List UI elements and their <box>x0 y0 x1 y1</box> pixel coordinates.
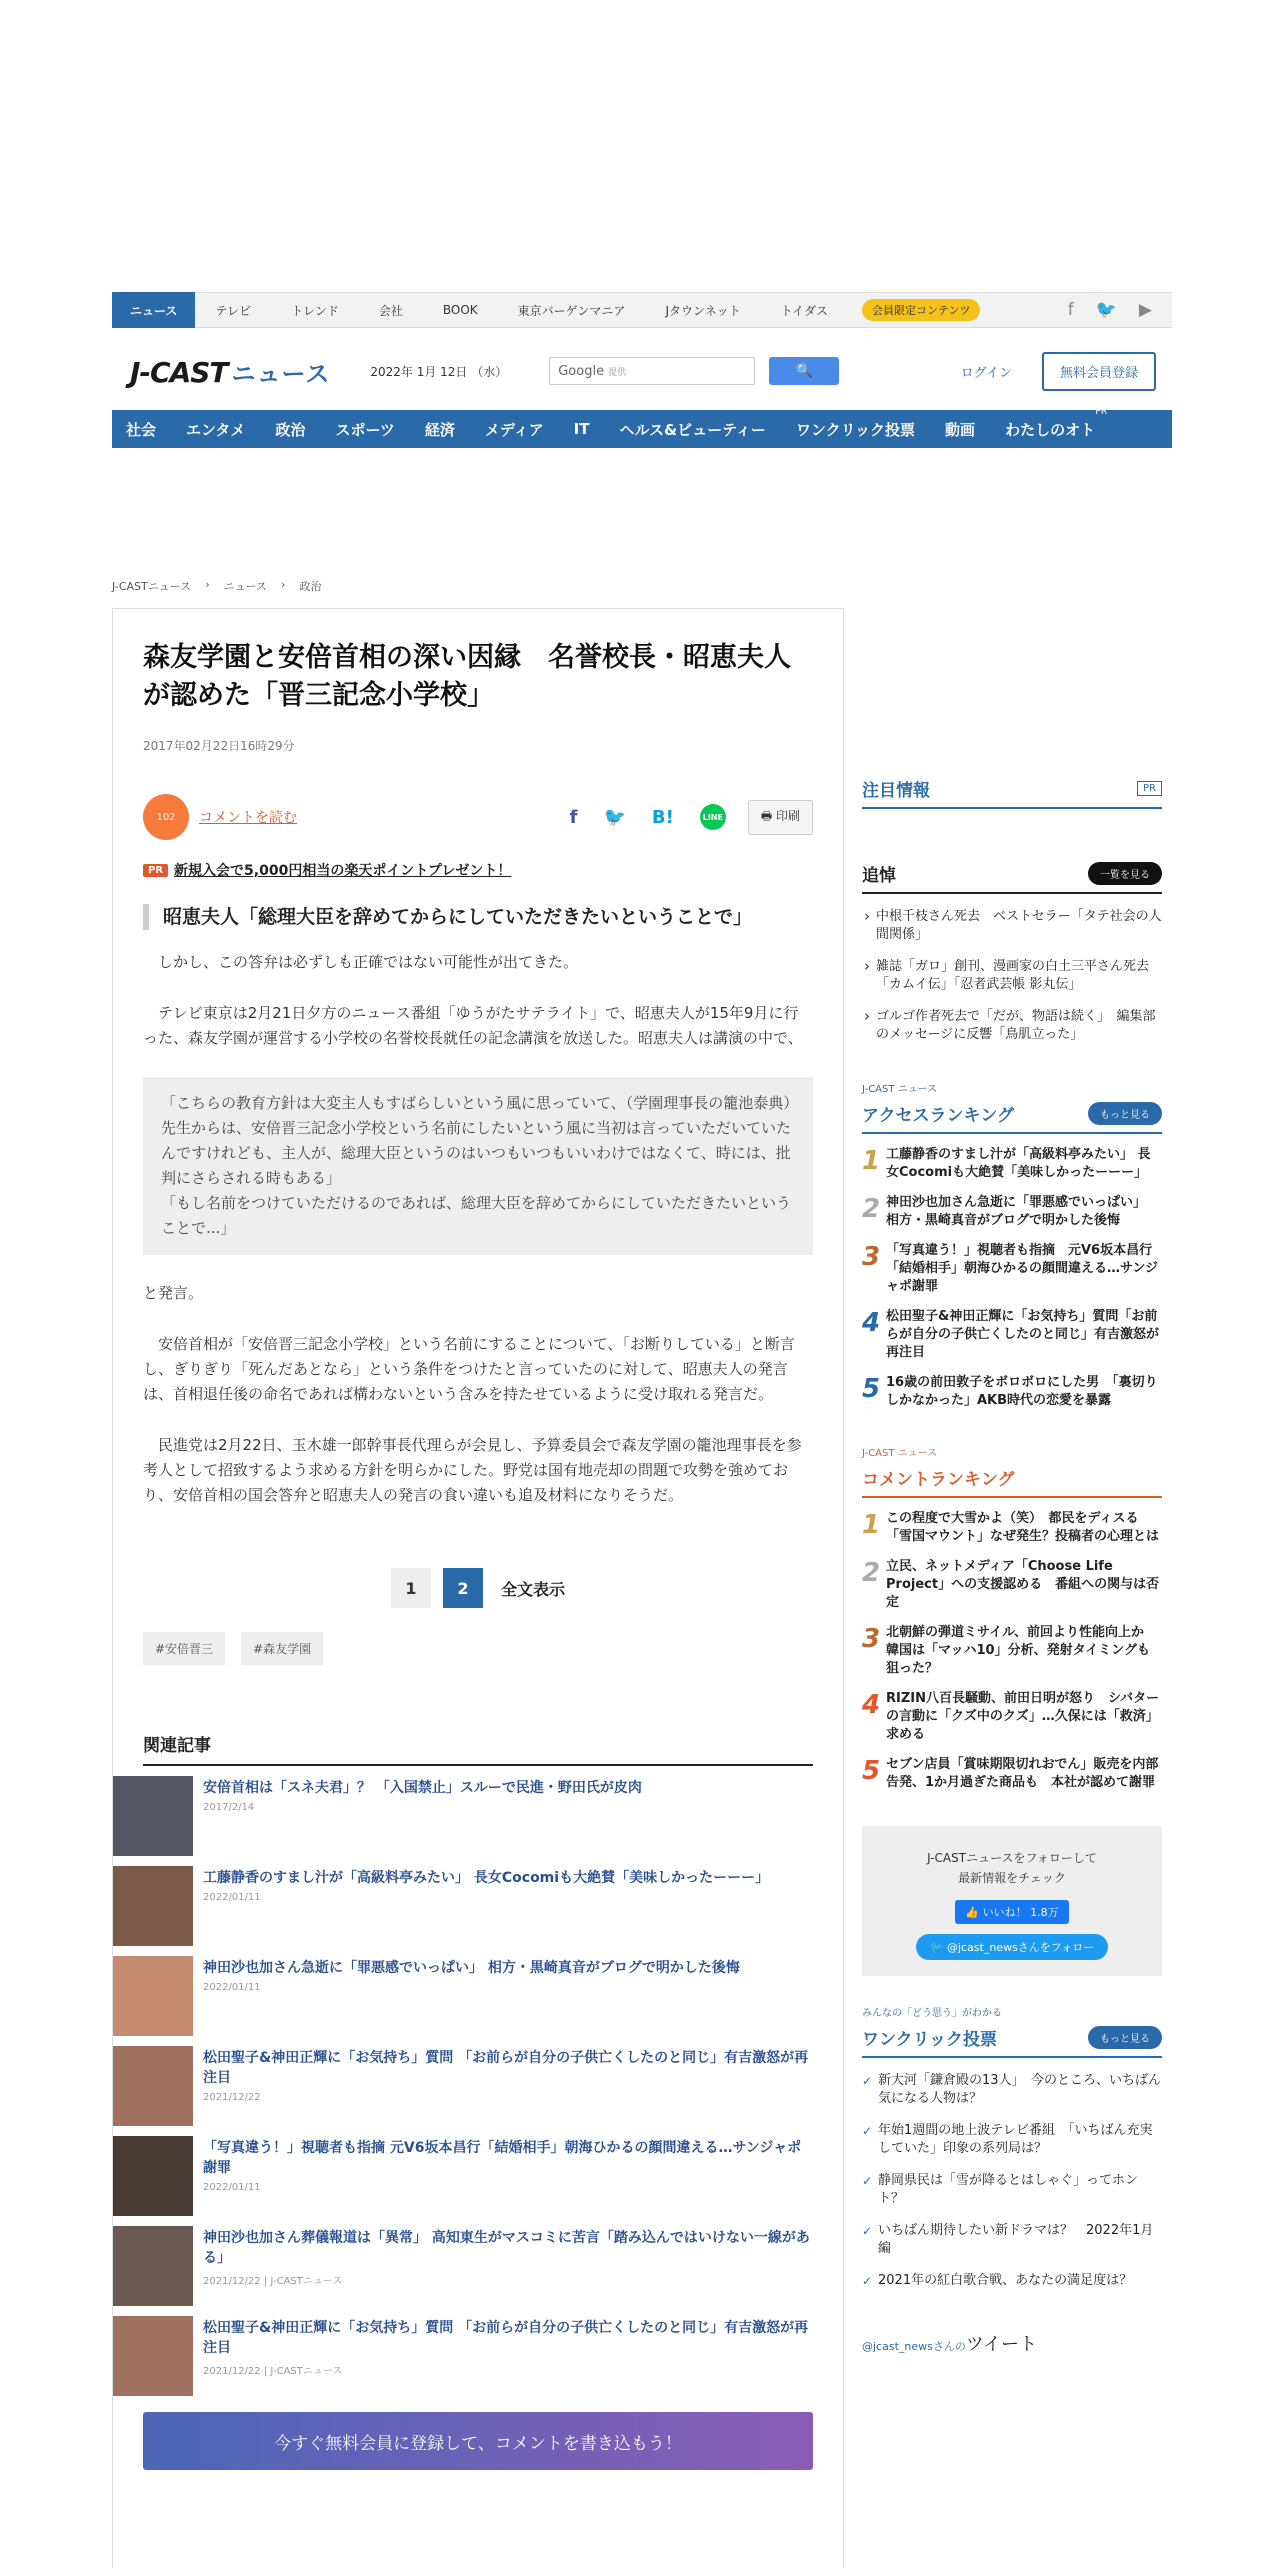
related-thumbnail[interactable] <box>113 2046 193 2126</box>
related-date: 2022/01/11 <box>203 1892 261 1903</box>
pagination <box>143 1568 813 1608</box>
nav-oto-label: わたしのオト <box>1005 420 1096 439</box>
nav-item-politics[interactable]: 政治 <box>275 420 306 439</box>
vote-item[interactable]: ✓ 静岡県民は「雪が降るとはしゃぐ」ってホント？ <box>862 2172 1162 2208</box>
ranking-item[interactable] <box>862 1558 1162 1612</box>
related-date: 2021/12/22 | J-CASTニュース <box>203 2276 343 2287</box>
topbar-item-tv[interactable]: テレビ <box>215 303 252 318</box>
category-nav <box>112 406 1172 448</box>
related-text <box>203 1868 769 1903</box>
article-paragraph: 安倍首相が「安倍晋三記念小学校」という名前にすることについて、「お断りしている」と断言し、ぎりぎり「死んだあとなら」という条件をつけたと言っていたのに対して、昭恵夫人の発言は、首相退任後の命名であれば構わないという含みを持たせているように受け取れる発言だ。 <box>143 1335 795 1403</box>
related-title[interactable]: 松田聖子&神田正輝に「お気持ち」質問 「お前らが自分の子供亡くしたのと同じ」有吉激怒が再注目 <box>203 2050 809 2086</box>
quote-paragraph: 「こちらの教育方針は大変主人もすばらしいという風に思っていて、（学園理事長の籠池泰典）先生からは、安倍晋三記念小学校という名前にしたいという風に当初は言っていただいていたんですけれども、主人が、総理大臣というのはいつもいつもいいわけではなくて、時には、批判にさらされる時もある」 <box>161 1094 792 1187</box>
article-quote <box>143 1077 813 1255</box>
related-item[interactable] <box>143 2126 813 2216</box>
topbar-item-company[interactable]: 会社 <box>378 303 403 318</box>
show-all-link[interactable]: 全文表示 <box>500 1579 565 1599</box>
site-logo[interactable] <box>130 354 330 389</box>
related-text <box>203 2138 813 2193</box>
related-title[interactable]: 安倍首相は「スネ夫君」？ 「入国禁止」スルーで民進・野田氏が皮肉 <box>203 1780 642 1796</box>
nav-item-vote[interactable]: ワンクリック投票 <box>795 420 916 439</box>
attention-header <box>862 776 1162 809</box>
related-text <box>203 1778 642 1813</box>
page-2-button[interactable]: 2 <box>443 1568 483 1608</box>
tweet-title: ツイート <box>965 2334 1037 2355</box>
ranking-title[interactable]: 16歳の前田敦子をボロボロにした男 「裏切りしかなかった」AKB時代の恋愛を暴露 <box>886 1375 1158 1408</box>
ranking-number: 1 <box>862 1510 881 1540</box>
line-share-icon[interactable]: LINE <box>700 804 726 830</box>
hatena-share-icon[interactable]: B! <box>651 806 674 828</box>
vote-item[interactable]: ✓ いちばん期待したい新ドラマは？ 2022年1月編 <box>862 2222 1162 2258</box>
related-item[interactable] <box>143 2216 813 2306</box>
nav-item-society[interactable]: 社会 <box>126 420 157 439</box>
tweet-header <box>862 2330 1162 2356</box>
comment-ranking-title: コメントランキング <box>862 1470 1015 1490</box>
register-cta-button[interactable]: 今すぐ無料会員に登録して、コメントを書き込もう！ <box>143 2412 813 2470</box>
article <box>112 608 844 2568</box>
nav-item-video[interactable]: 動画 <box>945 420 976 439</box>
share-bar <box>143 792 813 842</box>
tag-moritomo[interactable]: #森友学園 <box>241 1632 323 1665</box>
pr-tag: PR <box>143 864 168 877</box>
breadcrumb <box>112 578 1172 594</box>
breadcrumb-separator: › <box>281 578 286 591</box>
article-title: 森友学園と安倍首相の深い因縁 名誉校長・昭恵夫人が認めた「晋三記念小学校」 <box>143 642 791 711</box>
twitter-icon[interactable]: 🐦 <box>1095 300 1117 320</box>
vote-item[interactable]: ✓ 2021年の紅白歌合戦、あなたの満足度は？ <box>862 2272 1162 2290</box>
related-text <box>203 2048 813 2103</box>
topbar-item-trend[interactable]: トレンド <box>291 303 339 318</box>
ranking-item[interactable] <box>862 1146 1162 1182</box>
search-input[interactable] <box>549 357 755 385</box>
ranking-number: 2 <box>862 1558 881 1588</box>
share-icons <box>570 804 726 830</box>
follow-text <box>927 1848 1097 1888</box>
vote-label: みんなの「どう思う」がわかる <box>862 2008 1002 2019</box>
nav-item-economy[interactable]: 経済 <box>424 420 455 439</box>
follow-line-2: 最新情報をチェック <box>958 1871 1066 1885</box>
related-text <box>203 2318 813 2377</box>
ranking-title[interactable]: 松田聖子&神田正輝に「お気持ち」質問「お前らが自分の子供亡くしたのと同じ」有吉激怒が再注目 <box>886 1309 1160 1360</box>
related-date: 2017/2/14 <box>203 1802 255 1813</box>
related-item[interactable] <box>143 2036 813 2126</box>
ranking-title[interactable]: 北朝鮮の弾道ミサイル、前回より性能向上か 韓国は「マッハ10」分析、発射タイミングも狙った？ <box>886 1625 1158 1676</box>
article-paragraph: 民進党は2月22日、玉木雄一郎幹事長代理らが会見し、予算委員会で森友学園の籠池理事長を参考人として招致するよう求める方針を明らかにした。野党は国有地売却の問題で攻勢を強めており、安倍首相の国会答弁と昭恵夫人の発言の食い違いも追及材料になりそうだ。 <box>143 1436 802 1504</box>
topbar-item-book[interactable]: BOOK <box>442 303 478 317</box>
related-title[interactable]: 「写真違う！」視聴者も指摘 元V6坂本昌行「結婚相手」朝海ひかるの顔間違える…サンジャポ謝罪 <box>203 2140 802 2176</box>
vote-item[interactable]: ✓ 年始1週間の地上波テレビ番組 「いちばん充実していた」印象の系列局は？ <box>862 2122 1162 2158</box>
ranking-item[interactable] <box>862 1308 1162 1362</box>
related-date: 2021/12/22 | J-CASTニュース <box>203 2366 343 2377</box>
vote-header <box>862 2025 1162 2058</box>
related-list <box>143 1766 813 2396</box>
related-thumbnail[interactable] <box>113 2316 193 2396</box>
related-title[interactable]: 松田聖子&神田正輝に「お気持ち」質問 「お前らが自分の子供亡くしたのと同じ」有吉激怒が再注目 <box>203 2320 809 2356</box>
ranking-number: 3 <box>862 1624 881 1654</box>
related-title[interactable]: 神田沙也加さん葬儀報道は「異常」 高知東生がマスコミに苦言「踏み込んではいけない一線がある」 <box>203 2230 810 2266</box>
ranking-item[interactable] <box>862 1242 1162 1296</box>
topbar-item-toidas[interactable]: トイダス <box>780 303 829 318</box>
twitter-follow-button[interactable]: 🐦 @jcast_newsさんをフォロー <box>916 1934 1109 1960</box>
search-sub-label: 提供 <box>608 367 627 378</box>
logo-jcast: J-CAST <box>130 355 228 389</box>
vote-item[interactable]: ✓ 新大河「鎌倉殿の13人」 今のところ、いちばん気になる人物は？ <box>862 2072 1162 2108</box>
ranking-item[interactable] <box>862 1510 1162 1546</box>
ranking-number: 2 <box>862 1194 881 1224</box>
login-link[interactable]: ログイン <box>960 365 1012 381</box>
site-header <box>112 338 1172 404</box>
ranking-item[interactable] <box>862 1690 1162 1744</box>
tsuito-title: 追悼 <box>862 866 896 886</box>
ranking-title[interactable]: 工藤静香のすまし汁が「高級料亭みたい」 長女Cocomiも大絶賛「美味しかったーーー」 <box>886 1147 1151 1180</box>
related-heading: 関連記事 <box>143 1731 813 1766</box>
breadcrumb-separator: › <box>205 578 210 591</box>
sidebar <box>862 608 1162 2356</box>
tsuito-item[interactable]: › ゴルゴ作者死去で「だが、物語は続く」 編集部のメッセージに反響「鳥肌立った」 <box>862 1008 1162 1044</box>
breadcrumb-home[interactable]: J-CASTニュース <box>112 580 192 593</box>
search-button[interactable] <box>769 357 839 385</box>
youtube-icon[interactable]: ▶ <box>1138 300 1152 320</box>
ranking-title[interactable]: 神田沙也加さん急逝に「罪悪感でいっぱい」 相方・黒崎真音がブログで明かした後悔 <box>886 1195 1153 1228</box>
page-1-button[interactable]: 1 <box>391 1568 431 1608</box>
access-ranking-label: J-CAST ニュース <box>862 1084 938 1095</box>
member-content-badge[interactable]: 会員限定コンテンツ <box>862 299 980 321</box>
ranking-title[interactable]: 立民、ネットメディア「Choose Life Project」への支援認める 番組への関与は否定 <box>886 1559 1160 1610</box>
attention-pr: PR <box>1137 781 1162 796</box>
related-date: 2022/01/11 <box>203 1982 261 1993</box>
topbar-item-jtown[interactable]: Jタウンネット <box>665 303 741 318</box>
related-thumbnail[interactable] <box>113 1776 193 1856</box>
google-label: Google <box>558 363 605 379</box>
article-date: 2017年02月22日16時29分 <box>143 739 295 753</box>
topbar-item-bargain[interactable]: 東京バーゲンマニア <box>517 303 626 318</box>
nav-item-media[interactable]: メディア <box>484 420 544 439</box>
article-subheading: 昭恵夫人「総理大臣を辞めてからにしていただきたいということで」 <box>143 904 813 930</box>
tag-abe[interactable]: #安倍晋三 <box>143 1632 225 1665</box>
ranking-title[interactable]: RIZIN八百長騒動、前田日明が怒り シバターの言動に「クズ中のクズ」…久保には「救済」求める <box>886 1691 1160 1742</box>
access-ranking-title: アクセスランキング <box>862 1106 1014 1126</box>
facebook-icon[interactable]: f <box>1067 300 1074 320</box>
access-ranking-more-button[interactable]: もっと見る <box>1088 1102 1162 1125</box>
print-button[interactable]: 🖶 印刷 <box>748 800 813 835</box>
nav-item-sports[interactable]: スポーツ <box>335 420 395 439</box>
tsuito-item[interactable]: › 中根千枝さん死去 ベストセラー「タテ社会の人間関係」 <box>862 908 1162 944</box>
comment-ranking-list <box>862 1510 1162 1792</box>
article-paragraph: しかし、この答弁は必ずしも正確ではない可能性が出てきた。 <box>158 953 579 971</box>
header-date: 2022年 1月 12日 （水） <box>370 364 508 379</box>
nav-item-health[interactable]: ヘルス&ビューティー <box>619 420 766 439</box>
ranking-item[interactable] <box>862 1374 1162 1410</box>
breadcrumb-politics[interactable]: 政治 <box>299 580 322 593</box>
access-ranking-header <box>862 1101 1162 1134</box>
vote-list <box>862 2072 1162 2290</box>
logo-news: ニュース <box>231 359 331 388</box>
facebook-share-icon[interactable]: f <box>569 806 578 828</box>
related-thumbnail[interactable] <box>113 2136 193 2216</box>
tweet-handle: @jcast_newsさんの <box>862 2340 966 2353</box>
ranking-number: 5 <box>862 1374 881 1404</box>
read-comments-link[interactable]: コメントを読む <box>199 810 297 826</box>
related-thumbnail[interactable] <box>113 1956 193 2036</box>
pr-banner[interactable] <box>143 860 813 880</box>
breadcrumb-news[interactable]: ニュース <box>223 580 268 593</box>
ranking-number: 5 <box>862 1756 881 1786</box>
nav-item-it[interactable]: IT <box>573 420 590 438</box>
related-thumbnail[interactable] <box>113 2226 193 2306</box>
ranking-item[interactable] <box>862 1624 1162 1678</box>
tsuito-list <box>862 908 1162 1044</box>
related-title[interactable]: 工藤静香のすまし汁が「高級料亭みたい」 長女Cocomiも大絶賛「美味しかったーーー」 <box>203 1870 770 1886</box>
ranking-title[interactable]: セブン店員「賞味期限切れおでん」販売を内部告発、1か月過ぎた商品も 本社が認めて謝罪 <box>886 1757 1159 1790</box>
tsuito-more-button[interactable]: 一覧を見る <box>1088 862 1162 885</box>
ranking-number: 4 <box>862 1690 881 1720</box>
comment-ranking-label: J-CAST ニュース <box>862 1448 938 1459</box>
related-item[interactable] <box>143 2306 813 2396</box>
nav-pr-mark: PR <box>1095 406 1108 417</box>
ranking-item[interactable] <box>862 1756 1162 1792</box>
ranking-item[interactable] <box>862 1194 1162 1230</box>
related-date: 2022/01/11 <box>203 2182 261 2193</box>
topbar-item-news[interactable]: ニュース <box>112 292 195 328</box>
ranking-number: 1 <box>862 1146 881 1176</box>
comment-ranking-header <box>862 1465 1162 1498</box>
quote-paragraph: 「もし名前をつけていただけるのであれば、総理大臣を辞めてからにしていただきたいということで...」 <box>161 1194 792 1237</box>
vote-more-button[interactable]: もっと見る <box>1088 2026 1162 2049</box>
nav-item-entame[interactable]: エンタメ <box>186 420 246 439</box>
related-thumbnail[interactable] <box>113 1866 193 1946</box>
related-item[interactable] <box>143 1856 813 1946</box>
register-button[interactable]: 無料会員登録 <box>1042 352 1156 391</box>
related-title[interactable]: 神田沙也加さん急逝に「罪悪感でいっぱい」 相方・黒崎真音がブログで明かした後悔 <box>203 1960 740 1976</box>
sidebar-ad-space <box>862 608 1162 776</box>
article-paragraph: と発言。 <box>143 1284 204 1302</box>
topbar-social <box>1068 300 1172 320</box>
vote-title: ワンクリック投票 <box>862 2030 997 2050</box>
access-ranking-list <box>862 1146 1162 1410</box>
related-item[interactable] <box>143 1946 813 2036</box>
ranking-title[interactable]: 「写真違う！」視聴者も指摘 元V6坂本昌行「結婚相手」朝海ひかるの顔間違える…サンジャポ謝罪 <box>886 1243 1159 1294</box>
tsuito-header <box>862 861 1162 894</box>
facebook-like-button[interactable]: 👍 いいね！ 1.8万 <box>955 1900 1068 1924</box>
article-paragraph: テレビ東京は2月21日夕方のニュース番組「ゆうがたサテライト」で、昭恵夫人が15年9月に行った、森友学園が運営する小学校の名誉校長就任の記念講演を放送した。昭恵夫人は講演の中で、 <box>143 1004 803 1047</box>
ranking-number: 4 <box>862 1308 881 1338</box>
nav-item-oto[interactable] <box>1005 406 1108 440</box>
search-icon: 🔍 <box>795 363 813 379</box>
ranking-title[interactable]: この程度で大雪かよ（笑） 都民をディスる「雪国マウント」なぜ発生？投稿者の心理とは <box>886 1511 1160 1544</box>
related-text <box>203 1958 740 1993</box>
follow-box <box>862 1826 1162 1976</box>
related-item[interactable] <box>143 1766 813 1856</box>
related-date: 2021/12/22 <box>203 2092 261 2103</box>
comment-count-badge[interactable]: 102 <box>143 794 189 840</box>
pr-text: 新規入会で5,000円相当の楽天ポイントプレゼント！ <box>174 863 512 879</box>
tag-list <box>143 1632 813 1665</box>
related-text <box>203 2228 813 2287</box>
ranking-number: 3 <box>862 1242 881 1272</box>
tsuito-item[interactable]: › 雑誌「ガロ」創刊、漫画家の白土三平さん死去 「カムイ伝」「忍者武芸帳 影丸伝」 <box>862 958 1162 994</box>
follow-line-1: J-CASTニュースをフォローして <box>927 1851 1097 1865</box>
top-bar <box>112 292 1172 328</box>
attention-title: 注目情報 <box>862 781 930 801</box>
twitter-share-icon[interactable]: 🐦 <box>603 806 626 828</box>
